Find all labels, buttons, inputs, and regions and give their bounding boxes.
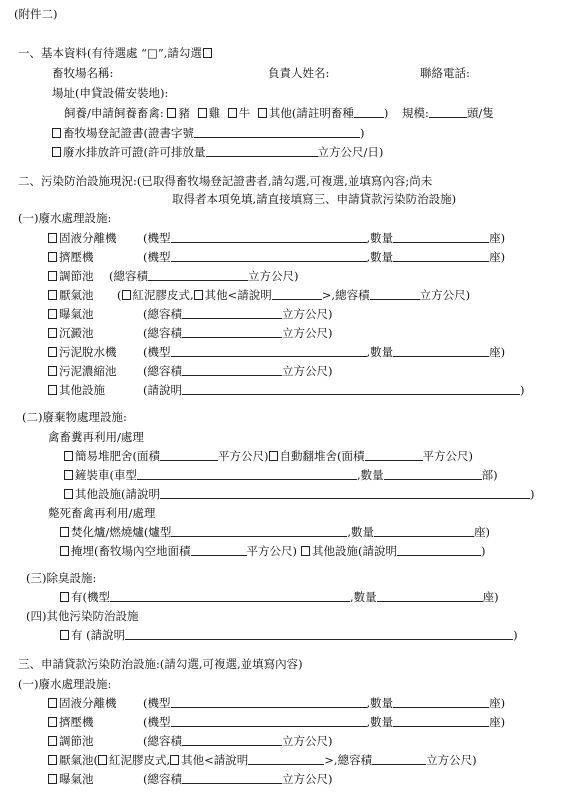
compost-row: 簡易堆肥舍(面積 平方公尺) 自動翻堆舍(面積 平方公尺) — [64, 449, 473, 464]
permit-row: 廢水排放許可證(許可排放量 立方公尺/日) — [52, 145, 383, 160]
dead-title: 斃死畜禽再利用/處理 — [48, 506, 156, 520]
odor-row: 有(機型 ,數量 座) — [60, 590, 499, 605]
s3-separator-checkbox[interactable] — [48, 698, 57, 708]
sedimentation-row: 沉澱池 (總容積 立方公尺) — [48, 326, 333, 341]
incinerator-model-field[interactable] — [171, 526, 347, 537]
separator-checkbox[interactable] — [48, 233, 57, 243]
aeration-row: 曝氣池 (總容積 立方公尺) — [48, 307, 333, 322]
s3-equalization-checkbox[interactable] — [48, 736, 57, 746]
equalization-volume-field[interactable] — [148, 270, 248, 281]
chicken-checkbox[interactable] — [198, 108, 207, 118]
anaerobic-checkbox[interactable] — [48, 290, 57, 300]
permit-checkbox[interactable] — [52, 147, 61, 157]
burial-row: 掩埋(畜牧場內空地面積 平方公尺) 其他設施(請說明 ) — [60, 544, 486, 559]
other-facility-checkbox[interactable] — [48, 385, 57, 395]
s3-separator-row: 固液分離機 (機型 ,數量 座) — [48, 696, 505, 711]
owner-name-label: 負責人姓名: — [268, 66, 330, 80]
sludge-dewater-model-field[interactable] — [171, 346, 367, 357]
squeezer-row: 擠壓機 (機型 ,數量 座) — [48, 250, 505, 265]
sludge-dewater-checkbox[interactable] — [48, 347, 57, 357]
s3-equalization-row: 調節池 (總容積 立方公尺) — [48, 734, 333, 749]
sludge-dewater-qty-field[interactable] — [393, 346, 489, 357]
s3-anaerobic-redmud-checkbox[interactable] — [98, 755, 107, 765]
other-pc-checkbox[interactable] — [60, 630, 69, 640]
phone-label: 聯絡電話: — [420, 66, 470, 80]
aeration-checkbox[interactable] — [48, 309, 57, 319]
s3-aeration-checkbox[interactable] — [48, 774, 57, 784]
anaerobic-explain-field[interactable] — [272, 289, 322, 300]
anaerobic-volume-field[interactable] — [370, 289, 420, 300]
squeezer-checkbox[interactable] — [48, 252, 57, 262]
odor-qty-field[interactable] — [377, 591, 483, 602]
burial-checkbox[interactable] — [60, 546, 69, 556]
s3-squeezer-row: 擠壓機 (機型 ,數量 座) — [48, 715, 505, 730]
other-pc-explain-field[interactable] — [125, 629, 513, 640]
s3-equalization-volume-field[interactable] — [182, 735, 282, 746]
cow-checkbox[interactable] — [228, 108, 237, 118]
farm-name-label: 畜牧場名稱: — [52, 66, 114, 80]
s3-aeration-volume-field[interactable] — [182, 773, 282, 784]
ww-title: (一)廢水處理設施: — [18, 211, 112, 225]
section-3-title: 三、申請貸款污染防治設施:(請勾選,可複選,並填寫內容) — [18, 657, 303, 671]
s3-separator-qty-field[interactable] — [393, 697, 489, 708]
registration-number-field[interactable] — [194, 127, 360, 138]
compost-checkbox[interactable] — [64, 451, 73, 461]
other-setup-row: 其他設施(請說明 ) — [64, 487, 535, 502]
aeration-volume-field[interactable] — [182, 308, 282, 319]
s3-anaerobic-checkbox[interactable] — [48, 755, 57, 765]
other-facility-explain-field[interactable] — [182, 384, 520, 395]
checkbox-sample — [203, 48, 212, 58]
sludge-thicken-volume-field[interactable] — [182, 365, 282, 376]
separator-qty-field[interactable] — [393, 232, 489, 243]
equalization-checkbox[interactable] — [48, 271, 57, 281]
burial-area-field[interactable] — [191, 545, 247, 556]
annex-label: (附件二) — [14, 7, 58, 21]
sludge-thicken-checkbox[interactable] — [48, 366, 57, 376]
compost-area-field[interactable] — [160, 450, 218, 461]
separator-model-field[interactable] — [171, 232, 367, 243]
odor-title: (三)除臭設施: — [26, 571, 97, 585]
s3-anaerobic-other-checkbox[interactable] — [170, 755, 179, 765]
address-label: 場址(申貸設備安裝地): — [52, 86, 169, 100]
anaerobic-redmud-checkbox[interactable] — [122, 290, 131, 300]
other-facility-row: 其他設施 (請說明 ) — [48, 383, 525, 398]
s3-separator-model-field[interactable] — [171, 697, 367, 708]
s3-squeezer-qty-field[interactable] — [393, 716, 489, 727]
auto-turn-checkbox[interactable] — [269, 451, 278, 461]
squeezer-qty-field[interactable] — [393, 251, 489, 262]
auto-turn-area-field[interactable] — [365, 450, 423, 461]
pig-checkbox[interactable] — [167, 108, 176, 118]
other-livestock-checkbox[interactable] — [258, 108, 267, 118]
anaerobic-other-checkbox[interactable] — [194, 290, 203, 300]
incinerator-qty-field[interactable] — [374, 526, 474, 537]
s3-anaerobic-row: 厭氣池( 紅泥膠皮式, 其他<請說明 >,總容積 立方公尺) — [48, 753, 477, 768]
permit-volume-field[interactable] — [206, 146, 318, 157]
waste-title: (二)廢棄物處理設施: — [22, 410, 127, 424]
section-2-title: 二、污染防治設施現況:(已取得畜牧場登記證書者,請勾選,可複選,並填寫內容;尚未 — [18, 174, 433, 188]
sedimentation-volume-field[interactable] — [182, 327, 282, 338]
incinerator-checkbox[interactable] — [60, 527, 69, 537]
loader-qty-field[interactable] — [384, 469, 482, 480]
other-pc-title: (四)其他污染防治設施 — [26, 609, 139, 623]
manure-title: 禽畜糞再利用/處理 — [48, 430, 144, 444]
registration-row: 畜牧場登記證書(證書字號 ) — [52, 126, 365, 141]
other-pc-row: 有 (請說明 ) — [60, 628, 518, 643]
burial-other-explain-field[interactable] — [397, 545, 481, 556]
sludge-dewater-row: 污泥脫水機 (機型 ,數量 座) — [48, 345, 505, 360]
loader-row: 鏟裝車(車型 ,數量 部) — [64, 468, 498, 483]
incinerator-row: 焚化爐/燃燒爐(爐型 ,數量 座) — [60, 525, 490, 540]
scale-field[interactable] — [429, 107, 467, 118]
loader-model-field[interactable] — [137, 469, 357, 480]
s3-anaerobic-explain-field[interactable] — [248, 754, 324, 765]
sedimentation-checkbox[interactable] — [48, 328, 57, 338]
other-setup-checkbox[interactable] — [64, 489, 73, 499]
s3-squeezer-model-field[interactable] — [171, 716, 367, 727]
section-1-title: 一、基本資料(有待選處 “□”,請勾選 — [18, 46, 213, 61]
livestock-type-field[interactable] — [354, 107, 384, 118]
separator-row: 固液分離機 (機型 ,數量 座) — [48, 231, 505, 246]
s3-ww-title: (一)廢水處理設施: — [18, 677, 112, 691]
s3-anaerobic-volume-field[interactable] — [372, 754, 426, 765]
sludge-thicken-row: 污泥濃縮池 (總容積 立方公尺) — [48, 364, 333, 379]
other-setup-explain-field[interactable] — [160, 488, 530, 499]
odor-checkbox[interactable] — [60, 592, 69, 602]
registration-checkbox[interactable] — [52, 128, 61, 138]
section-2-title-cont: 取得者本項免填,請直接填寫三、申請貸款污染防治設施) — [172, 192, 457, 206]
equalization-row: 調節池 (總容積 立方公尺) — [48, 269, 299, 284]
s3-squeezer-checkbox[interactable] — [48, 717, 57, 727]
anaerobic-row: 厭氣池 ( 紅泥膠皮式, 其他<請說明 >,總容積 立方公尺) — [48, 288, 470, 303]
squeezer-model-field[interactable] — [171, 251, 367, 262]
odor-model-field[interactable] — [110, 591, 350, 602]
burial-other-checkbox[interactable] — [301, 546, 310, 556]
s3-aeration-row: 曝氣池 (總容積 立方公尺) — [48, 772, 333, 787]
loader-checkbox[interactable] — [64, 470, 73, 480]
livestock-row: 飼養/申請飼養畜禽: 豬 雞 牛 其他(請註明畜種 ) 規模: 頭/隻 — [64, 106, 494, 120]
